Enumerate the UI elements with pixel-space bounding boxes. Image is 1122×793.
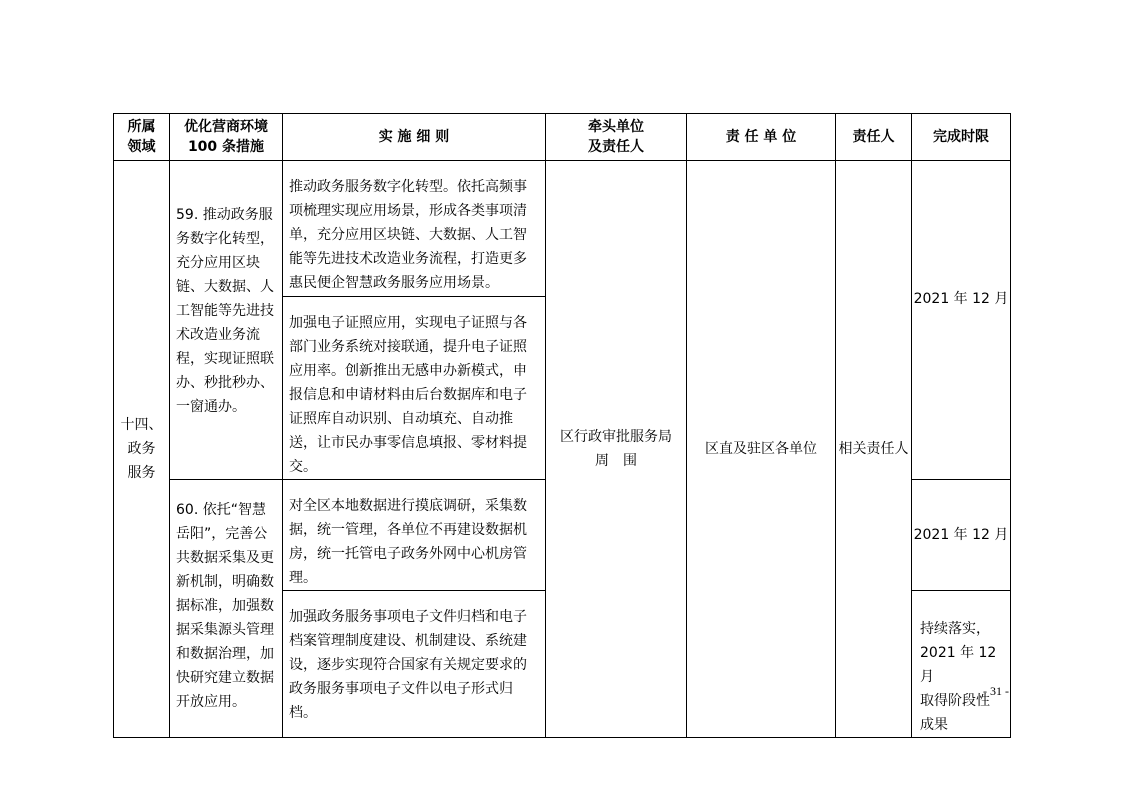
header-details: 实 施 细 则 bbox=[283, 114, 546, 161]
detail-4-text: 加强政务服务事项电子文件归档和电子档案管理制度建设、机制建设、系统建设，逐步实现符合国家有关规定要求的政务服务事项电子文件以电子形式归档。 bbox=[289, 609, 527, 721]
deadline-1-cell: 2021 年 12 月 bbox=[912, 161, 1011, 480]
responsible-person-cell: 相关责任人 bbox=[836, 161, 912, 738]
measure-59-cell bbox=[170, 161, 283, 480]
header-domain: 所属 领域 bbox=[114, 114, 170, 161]
detail-1-text: 推动政务服务数字化转型。依托高频事项梳理实现应用场景，形成各类事项清单，充分应用区块链、大数据、人工智能等先进技术改造业务流程，打造更多惠民便企智慧政务服务应用场景。 bbox=[289, 179, 527, 291]
measure-59-text: 59. 推动政务服务数字化转型，充分应用区块链、大数据、人工智能等先进技术改造业务流程，实现证照联办、秒批秒办、一窗通办。 bbox=[176, 207, 274, 415]
header-deadline: 完成时限 bbox=[912, 114, 1011, 161]
domain-cell: 十四、 政务 服务 bbox=[114, 161, 170, 738]
measures-table bbox=[113, 113, 1011, 738]
page-number: - 31 - bbox=[983, 684, 1009, 698]
measure-60-text: 60. 依托“智慧岳阳”，完善公共数据采集及更新机制，明确数据标准，加强数据采集源头管理和数据治理，加快研究建立数据开放应用。 bbox=[176, 502, 274, 710]
deadline-3-cell: 持续落实， 2021 年 12 月 取得阶段性 成果 bbox=[912, 591, 1011, 738]
header-responsible-person: 责任人 bbox=[836, 114, 912, 161]
deadline-2-cell: 2021 年 12 月 bbox=[912, 480, 1011, 591]
header-responsible-unit: 责 任 单 位 bbox=[687, 114, 836, 161]
detail-2-text: 加强电子证照应用，实现电子证照与各部门业务系统对接联通，提升电子证照应用率。创新推出无感申办新模式，申报信息和申请材料由后台数据库和电子证照库自动识别、自动填充、自动推送，让市民办事零信息填报、零材料提交。 bbox=[289, 315, 527, 475]
detail-1-cell bbox=[283, 161, 546, 297]
header-lead: 牵头单位 及责任人 bbox=[546, 114, 687, 161]
responsible-unit-cell: 区直及驻区各单位 bbox=[687, 161, 836, 738]
table-row bbox=[114, 161, 1011, 297]
lead-unit-cell: 区行政审批服务局 周 围 bbox=[546, 161, 687, 738]
detail-4-cell bbox=[283, 591, 546, 738]
header-measures: 优化营商环境 100 条措施 bbox=[170, 114, 283, 161]
measure-60-cell bbox=[170, 480, 283, 738]
detail-2-cell bbox=[283, 297, 546, 480]
detail-3-cell bbox=[283, 480, 546, 591]
detail-3-text: 对全区本地数据进行摸底调研，采集数据，统一管理，各单位不再建设数据机房，统一托管电子政务外网中心机房管理。 bbox=[289, 498, 527, 586]
table-header-row bbox=[114, 114, 1011, 161]
